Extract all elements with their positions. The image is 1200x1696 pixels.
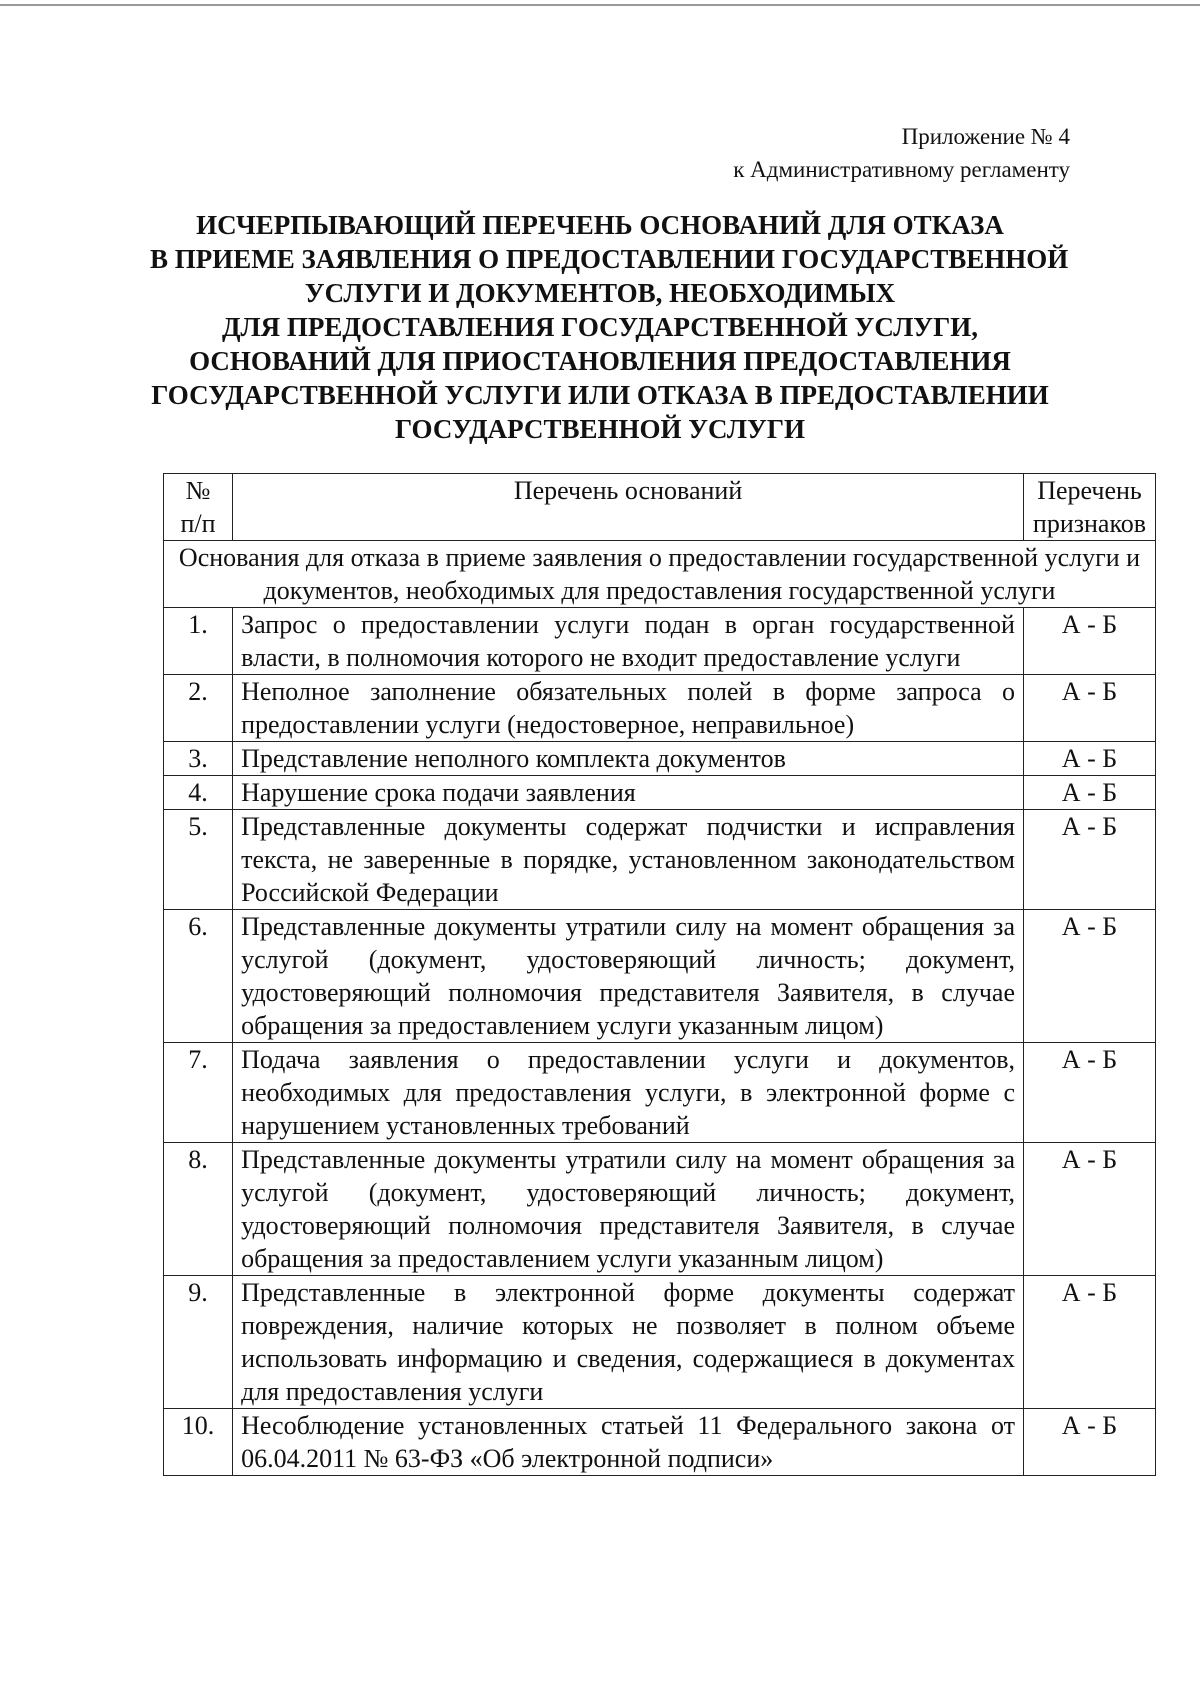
scan-top-edge-line [0,4,1200,6]
row-reason: Несоблюдение установленных статьей 11 Федерального закона от 06.04.2011 № 63-ФЗ «Об электронной подписи» [233,1409,1024,1476]
table-row [164,1409,1156,1476]
table-header-row [164,474,1156,541]
row-signs: А - Б [1023,1043,1155,1143]
table-row [164,1043,1156,1143]
table-row [164,675,1156,742]
row-signs: А - Б [1023,776,1155,810]
table-row [164,1143,1156,1276]
header-signs-line2: признаков [1032,509,1147,538]
table-row [164,608,1156,675]
row-number: 4. [164,776,233,810]
row-reason: Подача заявления о предоставлении услуги и документов, необходимых для предоставления услуги, в электронной форме с нарушением установленных требований [233,1043,1024,1143]
table-row [164,1276,1156,1409]
header-number-line1: № [185,476,211,505]
title-line: ГОСУДАРСТВЕННОЙ УСЛУГИ ИЛИ ОТКАЗА В ПРЕДОСТАВЛЕНИИ [151,380,1049,410]
title-line: ОСНОВАНИЙ ДЛЯ ПРИОСТАНОВЛЕНИЯ ПРЕДОСТАВЛЕНИЯ [189,346,1011,376]
row-signs: А - Б [1023,742,1155,776]
row-number: 7. [164,1043,233,1143]
row-reason: Представленные в электронной форме документы содержат повреждения, наличие которых не позволяет в полном объеме использовать информацию и сведения, содержащиеся в документах для предоставления услуги [233,1276,1024,1409]
table-row [164,910,1156,1043]
row-number: 10. [164,1409,233,1476]
row-signs: А - Б [1023,608,1155,675]
row-reason: Представление неполного комплекта документов [233,742,1024,776]
title-line: ИСЧЕРПЫВАЮЩИЙ ПЕРЕЧЕНЬ ОСНОВАНИЙ ДЛЯ ОТКАЗА [196,210,1004,240]
row-number: 9. [164,1276,233,1409]
table-row [164,776,1156,810]
table-row [164,742,1156,776]
section-title-row [164,541,1156,608]
title-line: В ПРИЕМЕ ЗАЯВЛЕНИЯ О ПРЕДОСТАВЛЕНИИ ГОСУДАРСТВЕННОЙ [150,244,1069,274]
row-reason: Представленные документы утратили силу на момент обращения за услугой (документ, удостоверяющий личность; документ, удостоверяющий полномочия представителя Заявителя, в случае обращения за предоставлением услуги указанным лицом) [233,910,1024,1043]
title-line: ДЛЯ ПРЕДОСТАВЛЕНИЯ ГОСУДАРСТВЕННОЙ УСЛУГИ, [221,312,979,342]
header-reasons: Перечень оснований [233,474,1024,541]
row-number: 8. [164,1143,233,1276]
row-reason: Запрос о предоставлении услуги подан в орган государственной власти, в полномочия которого не входит предоставление услуги [233,608,1024,675]
row-number: 1. [164,608,233,675]
header-number [164,474,233,541]
row-signs: А - Б [1023,1409,1155,1476]
header-signs-line1: Перечень [1037,476,1142,505]
row-reason: Представленные документы содержат подчистки и исправления текста, не заверенные в порядке, установленном законодательством Российской Федерации [233,810,1024,910]
appendix-number: Приложение № 4 [901,124,1070,149]
document-title [150,208,1069,446]
row-reason: Представленные документы утратили силу на момент обращения за услугой (документ, удостоверяющий личность; документ, удостоверяющий полномочия представителя Заявителя, в случае обращения за предоставлением услуги указанным лицом) [233,1143,1024,1276]
row-number: 5. [164,810,233,910]
row-signs: А - Б [1023,1143,1155,1276]
section-title: Основания для отказа в приеме заявления о предоставлении государственной услуги и документов, необходимых для предоставления государственной услуги [164,541,1156,608]
row-reason: Нарушение срока подачи заявления [233,776,1024,810]
row-signs: А - Б [1023,910,1155,1043]
title-line: ГОСУДАРСТВЕННОЙ УСЛУГИ [395,414,805,444]
row-number: 2. [164,675,233,742]
row-reason: Неполное заполнение обязательных полей в форме запроса о предоставлении услуги (недостоверное, неправильное) [233,675,1024,742]
title-line: УСЛУГИ И ДОКУМЕНТОВ, НЕОБХОДИМЫХ [304,278,896,308]
row-signs: А - Б [1023,675,1155,742]
appendix-reference [733,120,1070,186]
row-number: 3. [164,742,233,776]
header-signs [1023,474,1155,541]
table-row [164,810,1156,910]
row-number: 6. [164,910,233,1043]
row-signs: А - Б [1023,1276,1155,1409]
reasons-table [163,473,1156,1476]
header-number-line2: п/п [180,509,216,538]
appendix-regulation: к Административному регламенту [733,157,1070,182]
row-signs: А - Б [1023,810,1155,910]
